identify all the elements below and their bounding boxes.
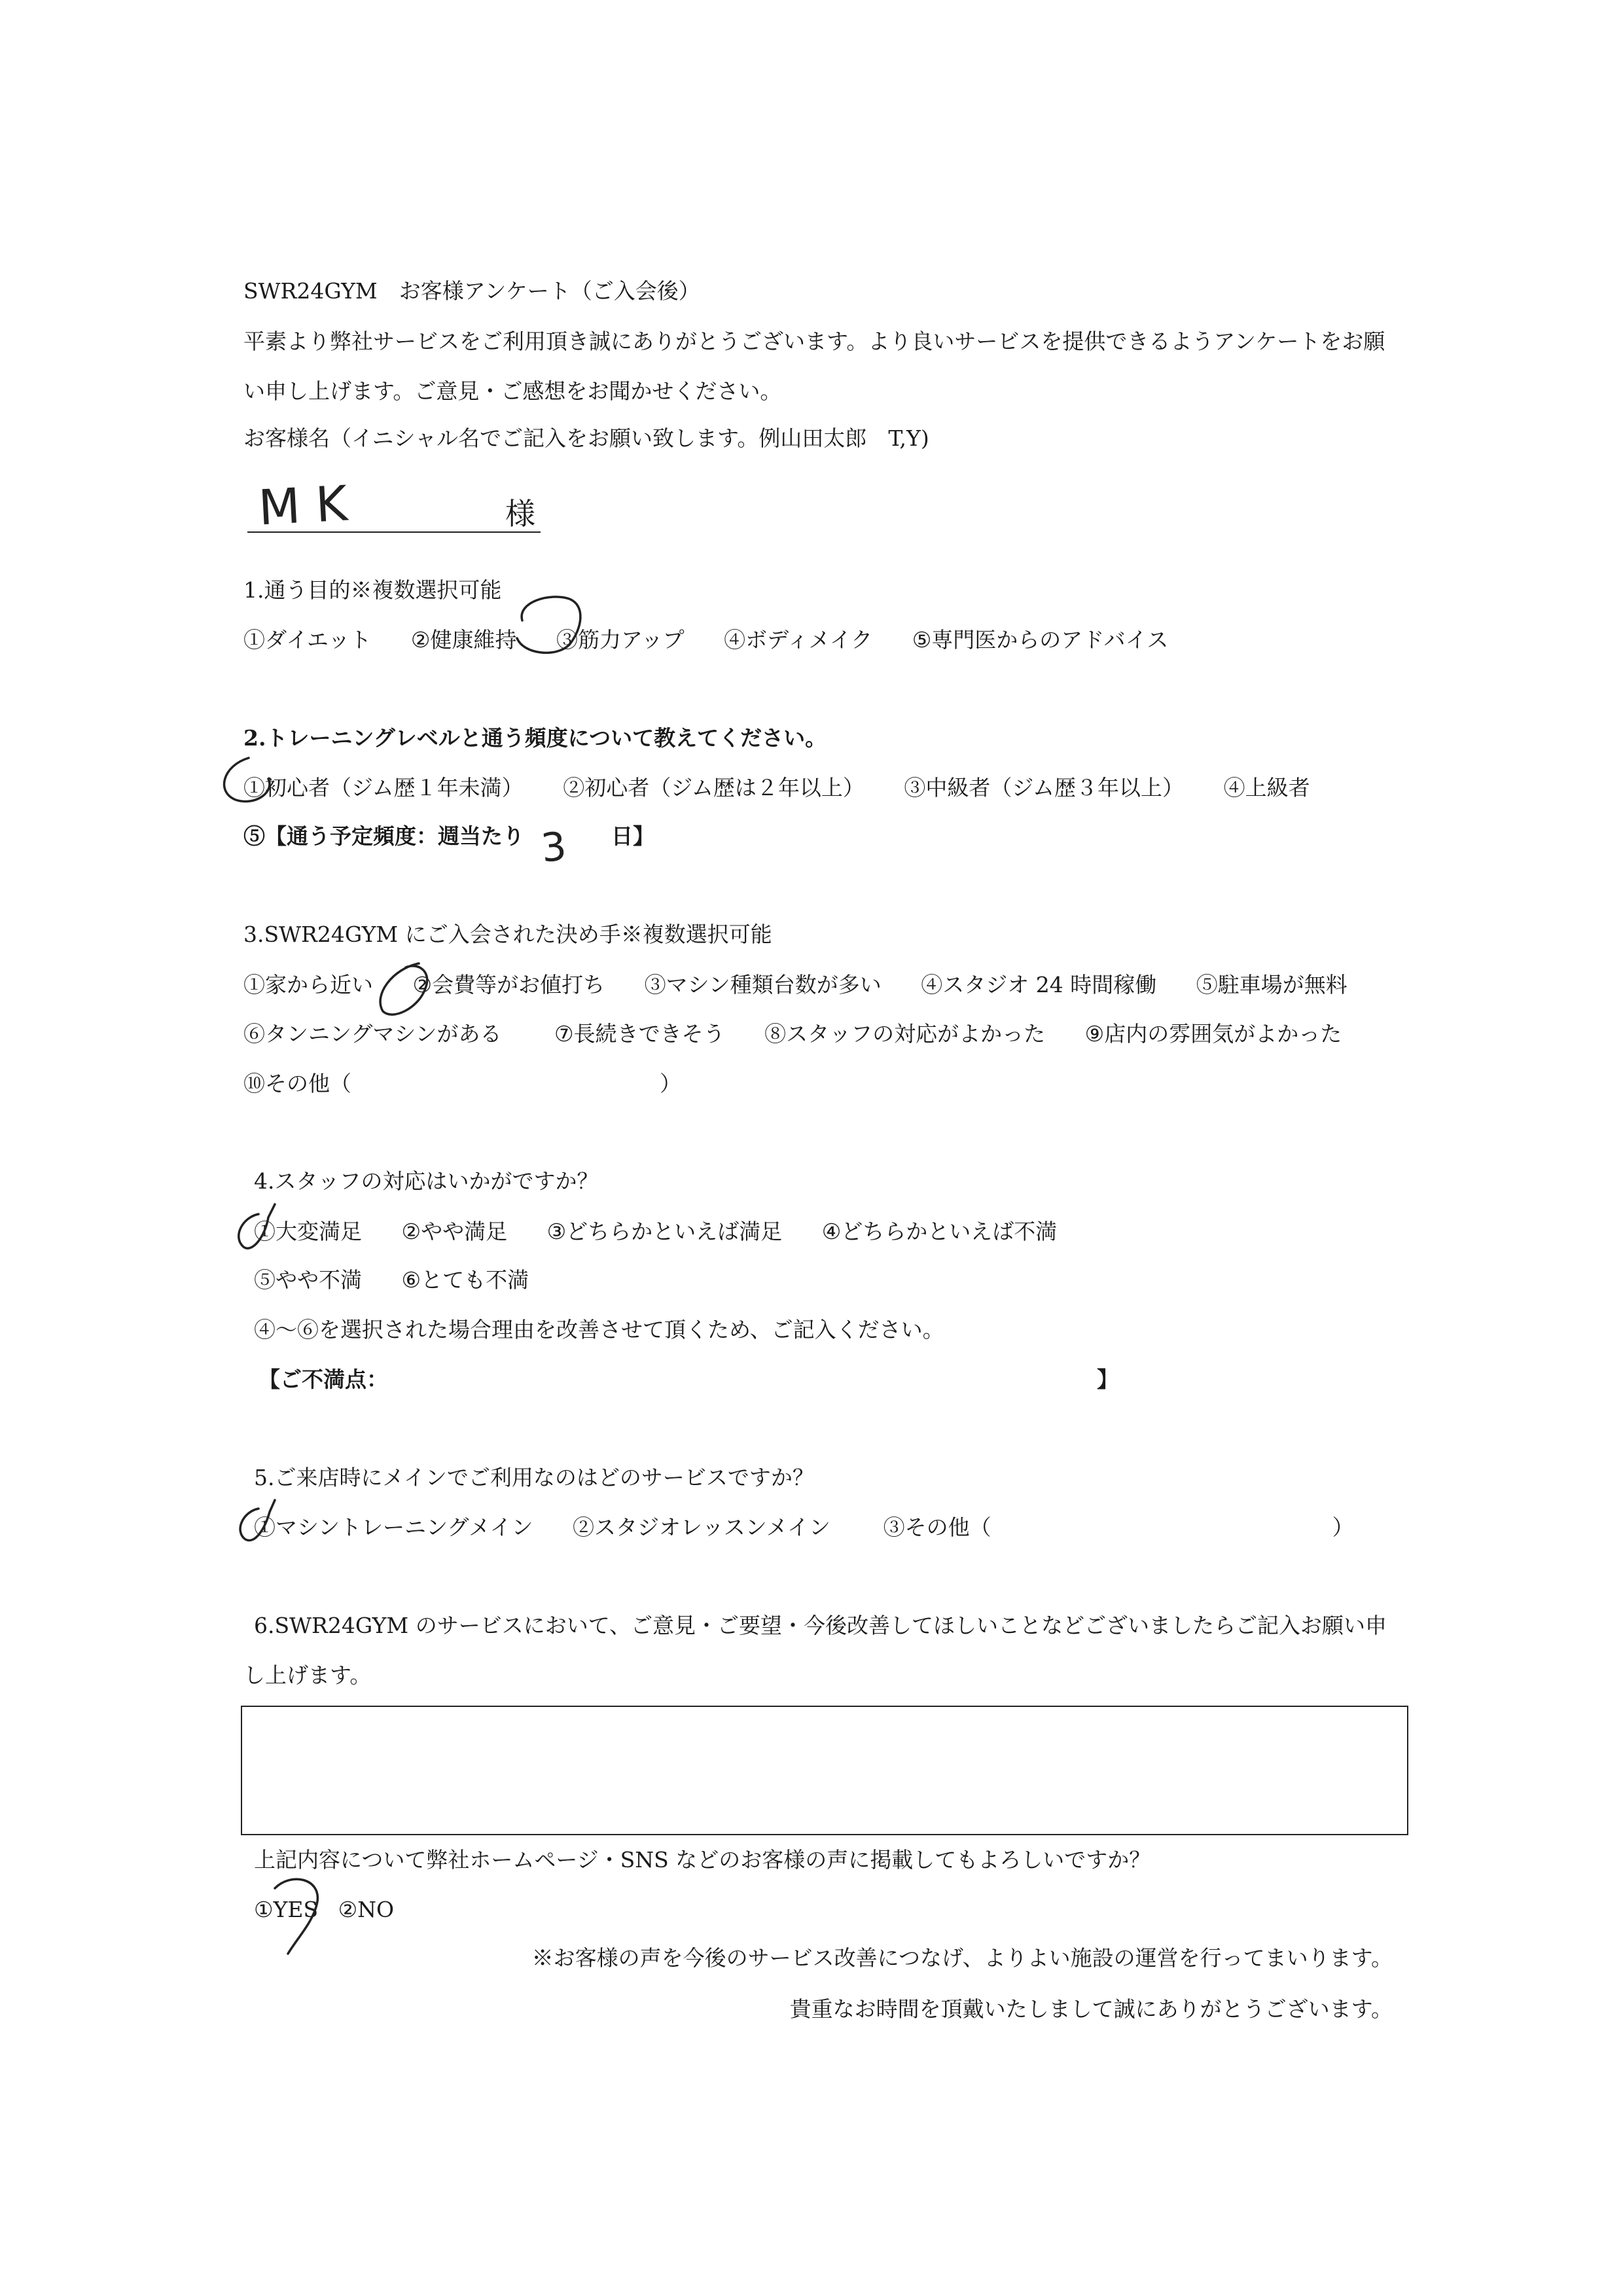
q3-option-staff[interactable]: ⑧スタッフの対応がよかった <box>764 1021 1046 1047</box>
q3-option-machines[interactable]: ③マシン種類台数が多い <box>644 972 882 997</box>
q5-title: 5.ご来店時にメインでご利用なのはどのサービスですか？ <box>254 1465 814 1490</box>
footer-note-line2: 貴重なお時間を頂戴いたしまして誠にありがとうございます。 <box>789 1996 1393 2022</box>
q4-complaint-close: 】 <box>1097 1367 1118 1392</box>
q2-frequency-row <box>243 823 654 872</box>
q2-option-intermediate[interactable]: ③中級者（ジム歴３年以上） <box>904 775 1185 800</box>
q2-option-advanced[interactable]: ④上級者 <box>1223 775 1310 800</box>
name-suffix: 様 <box>505 496 535 531</box>
q2-option-beginner-over2[interactable]: ②初心者（ジム歴は２年以上） <box>563 775 865 800</box>
survey-title: SWR24GYM お客様アンケート（ご入会後） <box>243 278 700 304</box>
q4-options-row2 <box>254 1267 529 1293</box>
q1-option-bodymake[interactable]: ④ボディメイク <box>724 627 873 653</box>
q3-other-row <box>243 1071 681 1097</box>
q5-option-machine-training[interactable]: ①マシントレーニングメイン <box>254 1515 533 1540</box>
q5-options <box>254 1515 1354 1541</box>
q1-option-diet[interactable]: ①ダイエット <box>243 627 372 653</box>
q3-option-free-parking[interactable]: ⑤駐車場が無料 <box>1196 972 1347 997</box>
q2-frequency-handwritten: 3 <box>538 823 569 872</box>
q2-frequency-suffix: 日】 <box>611 823 654 849</box>
q5-other-close: ） <box>1332 1515 1354 1540</box>
q3-other-close: ） <box>660 1071 681 1096</box>
q4-option-rather-dissatisfied[interactable]: ④どちらかといえば不満 <box>821 1219 1058 1244</box>
q4-note: ④～⑥を選択された場合理由を改善させて頂くため、ご記入ください。 <box>254 1317 944 1342</box>
q4-option-somewhat-satisfied[interactable]: ②やや満足 <box>401 1219 508 1244</box>
q6-title-line2: し上げます。 <box>243 1662 372 1688</box>
publish-option-yes[interactable]: ①YES <box>254 1897 319 1922</box>
q3-option-tanning[interactable]: ⑥タンニングマシンがある <box>243 1021 502 1047</box>
q3-options-row1 <box>243 972 1347 998</box>
customer-name-handwritten[interactable]: M K <box>257 475 349 537</box>
q4-complaint-label: 【ご不満点： <box>259 1367 388 1392</box>
q4-option-very-satisfied[interactable]: ①大変満足 <box>254 1219 362 1244</box>
q1-option-health[interactable]: ②健康維持 <box>410 627 517 653</box>
q3-option-price[interactable]: ②会費等がお値打ち <box>412 972 605 997</box>
q6-comment-box[interactable] <box>241 1706 1408 1835</box>
q2-frequency-label: ⑤【通う予定頻度：週当たり <box>243 823 524 849</box>
q3-option-near-home[interactable]: ①家から近い <box>243 972 373 997</box>
q6-title-line1: 6.SWR24GYM のサービスにおいて、ご意見・ご要望・今後改善してほしいことなどございましたらご記入お願い申 <box>254 1613 1387 1638</box>
q1-option-doctor-advice[interactable]: ⑤専門医からのアドバイス <box>912 627 1169 653</box>
q1-options <box>243 627 1168 653</box>
intro-text-line1: 平素より弊社サービスをご利用頂き誠にありがとうございます。より良いサービスを提供できるようアンケートをお願 <box>243 329 1385 354</box>
q4-option-rather-satisfied[interactable]: ③どちらかといえば満足 <box>546 1219 783 1244</box>
q4-option-somewhat-dissatisfied[interactable]: ⑤やや不満 <box>254 1267 362 1293</box>
q2-options <box>243 775 1310 801</box>
q3-option-sustainable[interactable]: ⑦長続きできそう <box>554 1021 725 1047</box>
name-underline <box>247 531 541 533</box>
q3-option-studio-24h[interactable]: ④スタジオ 24 時間稼働 <box>921 972 1157 997</box>
publish-option-no[interactable]: ②NO <box>338 1897 395 1922</box>
q3-options-row2 <box>243 1021 1342 1047</box>
intro-text-line2: い申し上げます。ご意見・ご感想をお聞かせください。 <box>243 378 782 404</box>
publish-options <box>254 1897 394 1923</box>
q4-options-row1 <box>254 1219 1057 1245</box>
q4-option-very-dissatisfied[interactable]: ⑥とても不満 <box>401 1267 529 1293</box>
q5-option-studio-lessons[interactable]: ②スタジオレッスンメイン <box>573 1515 831 1540</box>
q1-title: 1.通う目的※複数選択可能 <box>243 577 502 603</box>
q4-complaint-row <box>259 1367 1118 1393</box>
q4-title: 4.スタッフの対応はいかがですか？ <box>254 1168 599 1194</box>
q3-option-atmosphere[interactable]: ⑨店内の雰囲気がよかった <box>1084 1021 1342 1047</box>
name-prompt: お客様名（イニシャル名でご記入をお願い致します。例山田太郎 T,Y) <box>243 425 929 451</box>
q3-title: 3.SWR24GYM にご入会された決め手※複数選択可能 <box>243 922 772 947</box>
q3-option-other[interactable]: ⑩その他（ <box>243 1071 351 1096</box>
publish-question: 上記内容について弊社ホームページ・SNS などのお客様の声に掲載してもよろしいですか？ <box>254 1847 1151 1873</box>
q5-option-other[interactable]: ③その他（ <box>883 1515 991 1540</box>
q2-option-beginner-under1[interactable]: ①初心者（ジム歴１年未満） <box>243 775 524 800</box>
footer-note-line1: ※お客様の声を今後のサービス改善につなげ、よりよい施設の運営を行ってまいります。 <box>531 1945 1393 1971</box>
q2-title: 2.トレーニングレベルと通う頻度について教えてください。 <box>243 725 827 751</box>
q1-option-strength[interactable]: ③筋力アップ <box>556 627 685 653</box>
